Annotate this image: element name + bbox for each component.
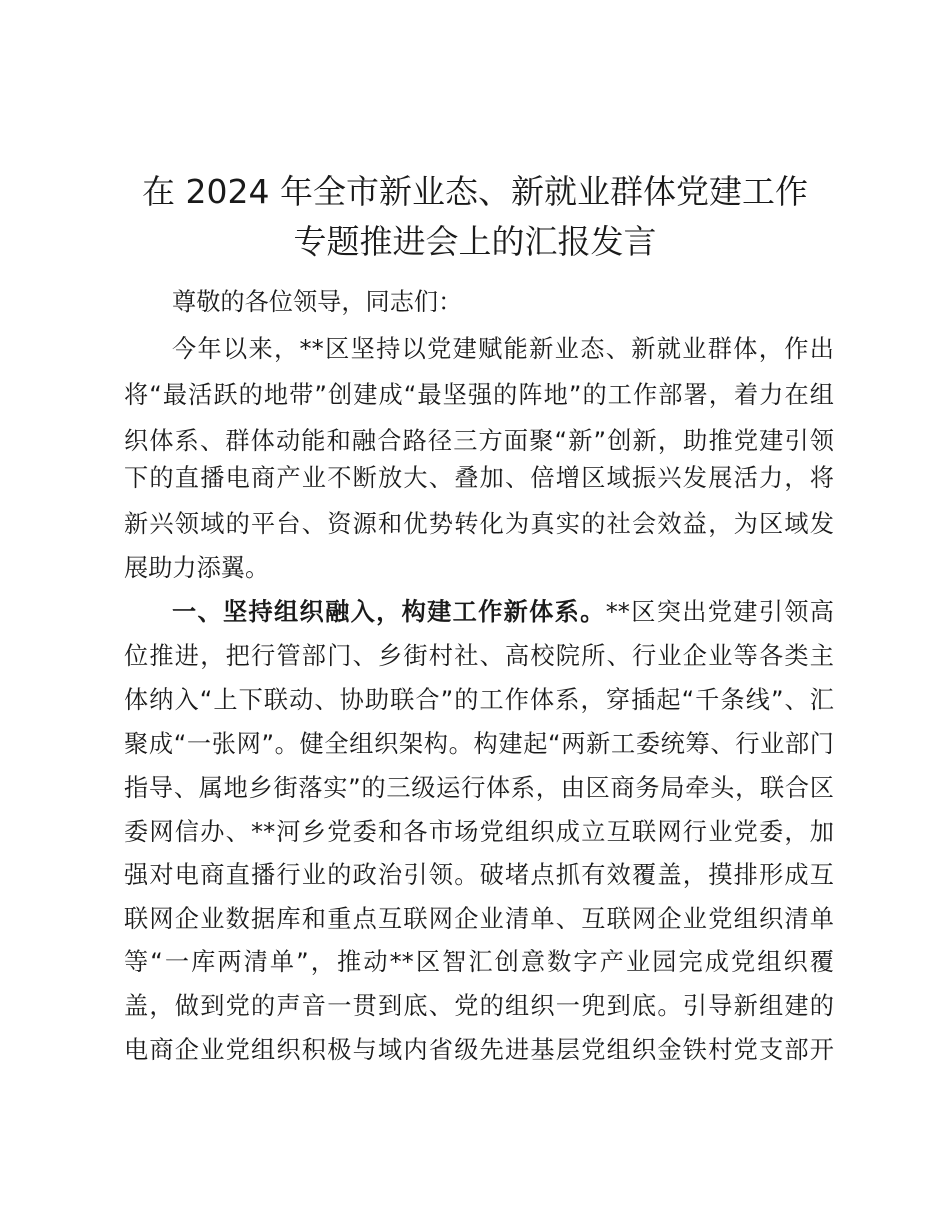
section-1-line: 盖，做到党的声音一贯到底、党的组织一兜到底。引导新组建的 <box>124 992 834 1020</box>
document-title-line-1: 在 2024 年全市新业态、新就业群体党建工作 <box>142 172 808 211</box>
section-1-line: 委网信办、**河乡党委和各市场党组织成立互联网行业党委，加 <box>124 818 834 846</box>
section-1-line: 位推进，把行管部门、乡街村社、高校院所、行业企业等各类主 <box>124 642 834 670</box>
section-1-first-line <box>172 596 834 628</box>
section-1-line: 电商企业党组织积极与域内省级先进基层党组织金铁村党支部开 <box>124 1036 834 1064</box>
section-1-first-line-rest: **区突出党建引领高 <box>605 598 834 626</box>
intro-line: 织体系、群体动能和融合路径三方面聚“新”创新，助推党建引领 <box>124 427 834 455</box>
intro-line: 展助力添翼。 <box>124 554 270 582</box>
section-1-line: 联网企业数据库和重点互联网企业清单、互联网企业党组织清单 <box>124 905 834 933</box>
section-1-line: 强对电商直播行业的政治引领。破堵点抓有效覆盖，摸排形成互 <box>124 861 834 889</box>
document-title-line-2: 专题推进会上的汇报发言 <box>293 222 657 261</box>
intro-line: 下的直播电商产业不断放大、叠加、倍增区域振兴发展活力，将 <box>124 464 834 492</box>
intro-line: 新兴领域的平台、资源和优势转化为真实的社会效益，为区域发 <box>124 510 834 538</box>
section-1-line: 等“一库两清单”，推动**区智汇创意数字产业园完成党组织覆 <box>124 948 834 976</box>
salutation: 尊敬的各位领导，同志们： <box>172 288 463 316</box>
section-1-heading: 一、坚持组织融入，构建工作新体系。 <box>172 598 606 626</box>
section-1-line: 聚成“一张网”。健全组织架构。构建起“两新工委统筹、行业部门 <box>124 730 834 758</box>
section-1-line: 体纳入“上下联动、协助联合”的工作体系，穿插起“千条线”、汇 <box>124 686 834 714</box>
intro-line: 今年以来，**区坚持以党建赋能新业态、新就业群体，作出 <box>172 335 834 363</box>
intro-line: 将“最活跃的地带”创建成“最坚强的阵地”的工作部署，着力在组 <box>124 381 834 409</box>
section-1-line: 指导、属地乡街落实”的三级运行体系，由区商务局牵头，联合区 <box>124 774 834 802</box>
